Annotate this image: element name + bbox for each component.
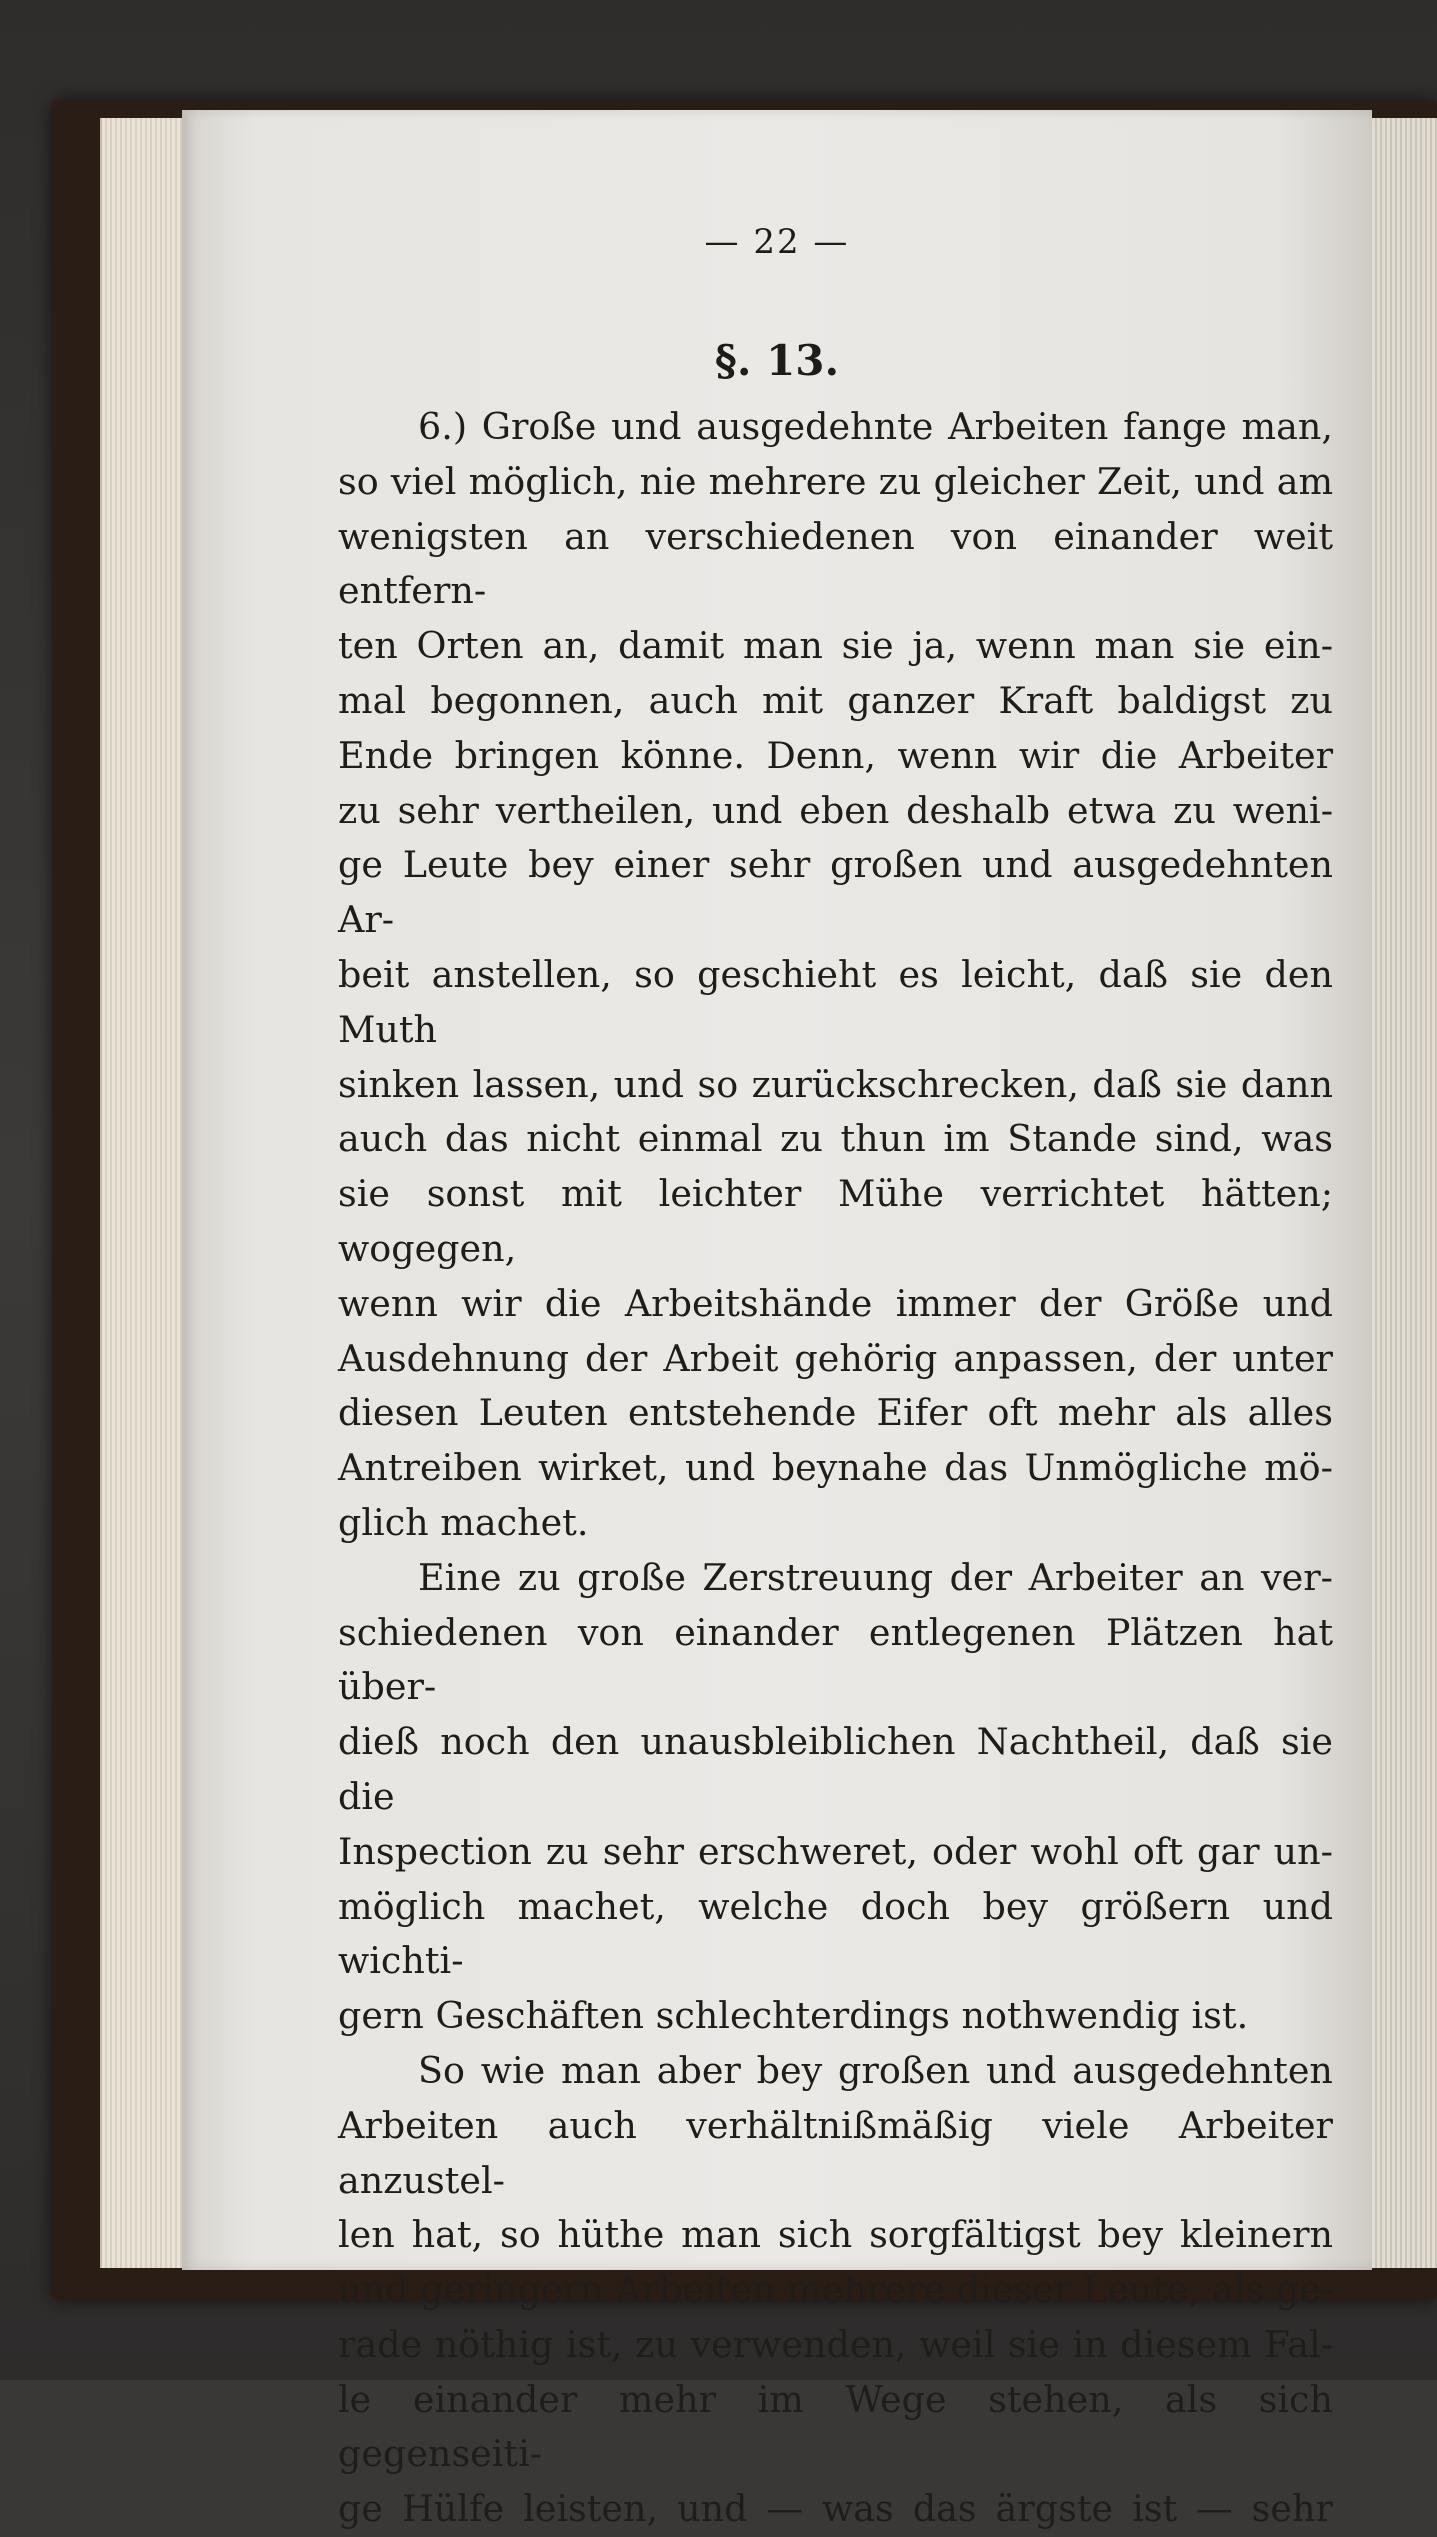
text-line: le einander mehr im Wege stehen, als sich gegenseiti-: [338, 2377, 1334, 2476]
text-line: Eine zu große Zerstreuung der Arbeiter an ver-: [418, 1555, 1333, 1599]
text-line: wenn wir die Arbeitshände immer der Größe und: [338, 1281, 1333, 1325]
text-line: dieß noch den unausbleiblichen Nachtheil, daß sie die: [338, 1720, 1333, 1818]
text-line: diesen Leuten entstehende Eifer oft mehr als alles: [338, 1391, 1334, 1435]
text-line: Inspection zu sehr erschweret, oder wohl oft gar un-: [338, 1829, 1333, 1873]
text-line: sinken lassen, und so zurückschrecken, daß sie dann: [338, 1062, 1333, 1106]
text-line: wenigsten an verschiedenen von einander weit entfern-: [338, 514, 1334, 613]
text-line: glich machet.: [338, 1500, 589, 1544]
text-line: sie sonst mit leichter Mühe verrichtet hätten; wogegen,: [338, 1172, 1334, 1270]
page-stack-right: [1372, 118, 1437, 2268]
page-number-header: — 22 —: [704, 222, 850, 262]
text-line: und geringern Arbeiten mehrere dieser Leute, als ge-: [338, 2268, 1334, 2312]
section-heading: §. 13.: [714, 336, 840, 385]
text-line: zu sehr vertheilen, und eben deshalb etwa zu weni-: [338, 788, 1334, 832]
text-line: gern Geschäften schlechterdings nothwendig ist.: [338, 1994, 1249, 2038]
text-line: ten Orten an, damit man sie ja, wenn man sie ein-: [338, 624, 1334, 668]
paragraph-2: [338, 1551, 1333, 2044]
text-line: so viel möglich, nie mehrere zu gleicher Zeit, und am: [338, 459, 1334, 503]
text-line: len hat, so hüthe man sich sorgfältigst bey kleinern: [338, 2213, 1334, 2257]
text-line: rade nöthig ist, zu verwenden, weil sie in diesem Fal-: [338, 2322, 1333, 2366]
paragraph-1: [338, 400, 1333, 1551]
text-line: Antreiben wirket, und beynahe das Unmögliche mö-: [338, 1446, 1333, 1490]
page-body-text: [338, 400, 1333, 2537]
text-line: ge Leute bey einer sehr großen und ausgedehnten Ar-: [338, 843, 1333, 942]
text-line: 6.) Große und ausgedehnte Arbeiten fange man,: [418, 405, 1334, 448]
paragraph-3: [338, 2044, 1333, 2537]
text-line: Ausdehnung der Arbeit gehörig anpassen, der unter: [338, 1336, 1333, 1380]
text-line: mal begonnen, auch mit ganzer Kraft baldigst zu: [338, 678, 1334, 722]
text-line: schiedenen von einander entlegenen Plätzen hat über-: [338, 1610, 1334, 1709]
text-line: ge Hülfe leisten, und — was das ärgste ist — sehr: [338, 2487, 1333, 2531]
text-line: Ende bringen könne. Denn, wenn wir die Arbeiter: [338, 733, 1334, 777]
text-line: So wie man aber bey großen und ausgedehnten: [418, 2048, 1333, 2092]
text-line: beit anstellen, so geschieht es leicht, daß sie den Muth: [338, 952, 1333, 1051]
text-line: möglich machet, welche doch bey größern und wichti-: [338, 1884, 1333, 1983]
text-line: auch das nicht einmal zu thun im Stande sind, was: [338, 1117, 1334, 1161]
text-line: Arbeiten auch verhältnißmäßig viele Arbeiter anzustel-: [338, 2103, 1333, 2202]
